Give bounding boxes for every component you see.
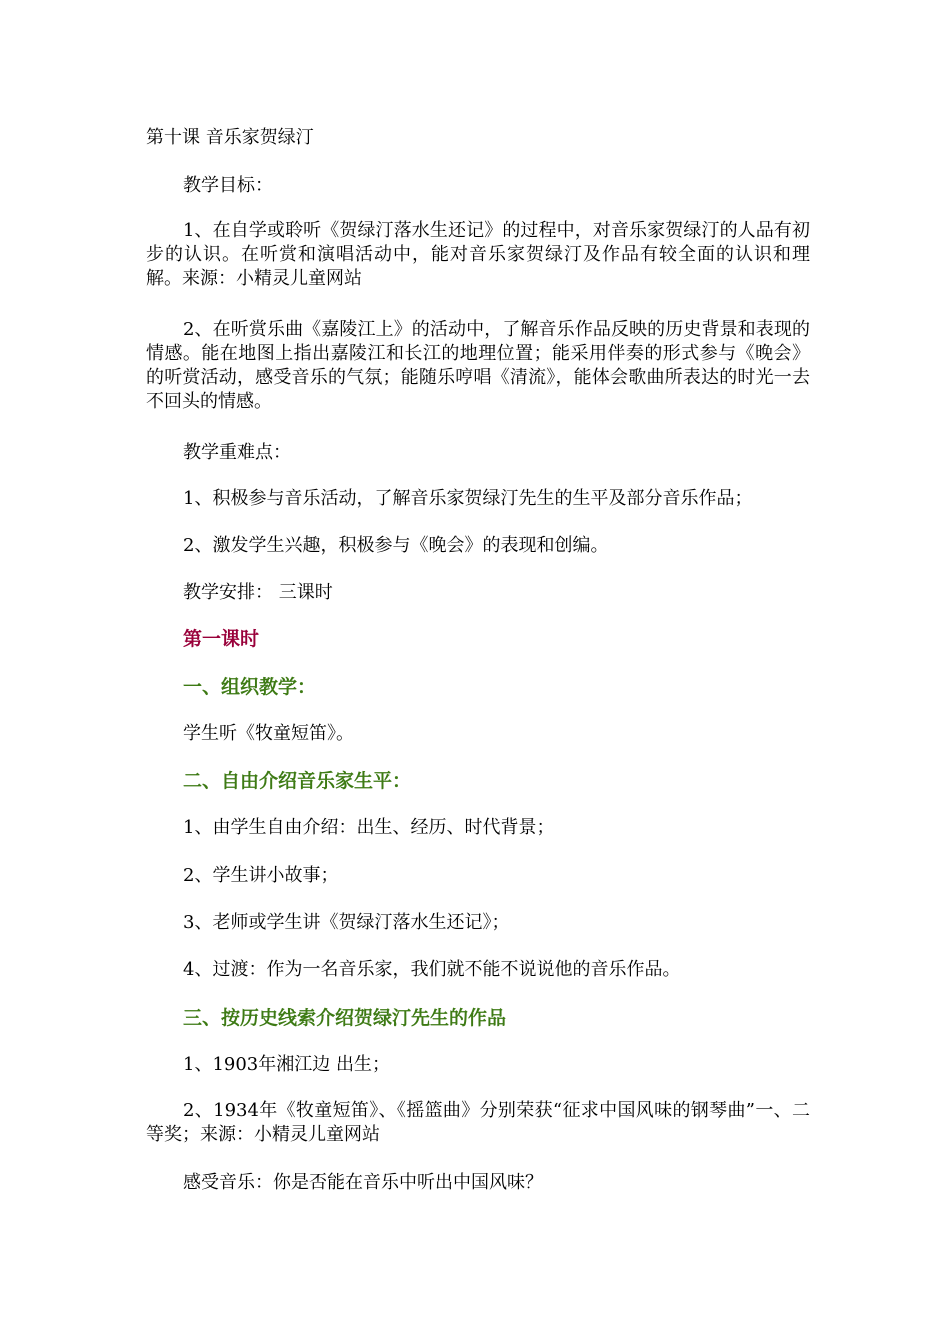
list-item: 1、由学生自由介绍：出生、经历、时代背景； (183, 817, 555, 838)
list-item: 2、学生讲小故事； (183, 865, 339, 886)
list-item: 3、老师或学生讲《贺绿汀落水生还记》； (183, 912, 510, 933)
list-item: 4、过渡：作为一名音乐家，我们就不能不说说他的音乐作品。 (183, 959, 681, 980)
lesson-title: 第十课 音乐家贺绿汀 (146, 127, 314, 148)
period-1-heading: 第一课时 (183, 628, 260, 650)
key-point-1: 1、积极参与音乐活动，了解音乐家贺绿汀先生的生平及部分音乐作品； (183, 488, 753, 509)
section-1-text: 学生听《牧童短笛》。 (183, 723, 354, 744)
key-point-2: 2、激发学生兴趣，积极参与《晚会》的表现和创编。 (183, 535, 609, 556)
objective-2: 2、在听赏乐曲《嘉陵江上》的活动中，了解音乐作品反映的历史背景和表现的情感。能在地图上指出嘉陵江和长江的地理位置；能采用伴奏的形式参与《晚会》的听赏活动，感受音乐的气氛；能随乐哼唱《清流》，能体会歌曲所表达的时光一去不回头的情感。 (146, 319, 810, 412)
section-3-item-2: 2、1934年《牧童短笛》、《摇篮曲》分别荣获“征求中国风味的钢琴曲”一、二等奖；来源：小精灵儿童网站 (146, 1100, 810, 1145)
arrangement: 教学安排： 三课时 (183, 582, 333, 603)
objectives-label: 教学目标： (183, 175, 273, 196)
section-3-heading: 三、按历史线索介绍贺绿汀先生的作品 (183, 1007, 507, 1029)
objective-1: 1、在自学或聆听《贺绿汀落水生还记》的过程中，对音乐家贺绿汀的人品有初步的认识。在听赏和演唱活动中，能对音乐家贺绿汀及作品有较全面的认识和理解。来源：小精灵儿童网站 (146, 220, 810, 289)
section-3-item-1: 1、1903年湘江边 出生； (183, 1054, 390, 1075)
section-2-heading: 二、自由介绍音乐家生平： (183, 770, 412, 792)
key-points-label: 教学重难点： (183, 442, 291, 463)
section-1-heading: 一、组织教学： (183, 676, 317, 698)
section-3-question: 感受音乐：你是否能在音乐中听出中国风味？ (183, 1172, 543, 1193)
